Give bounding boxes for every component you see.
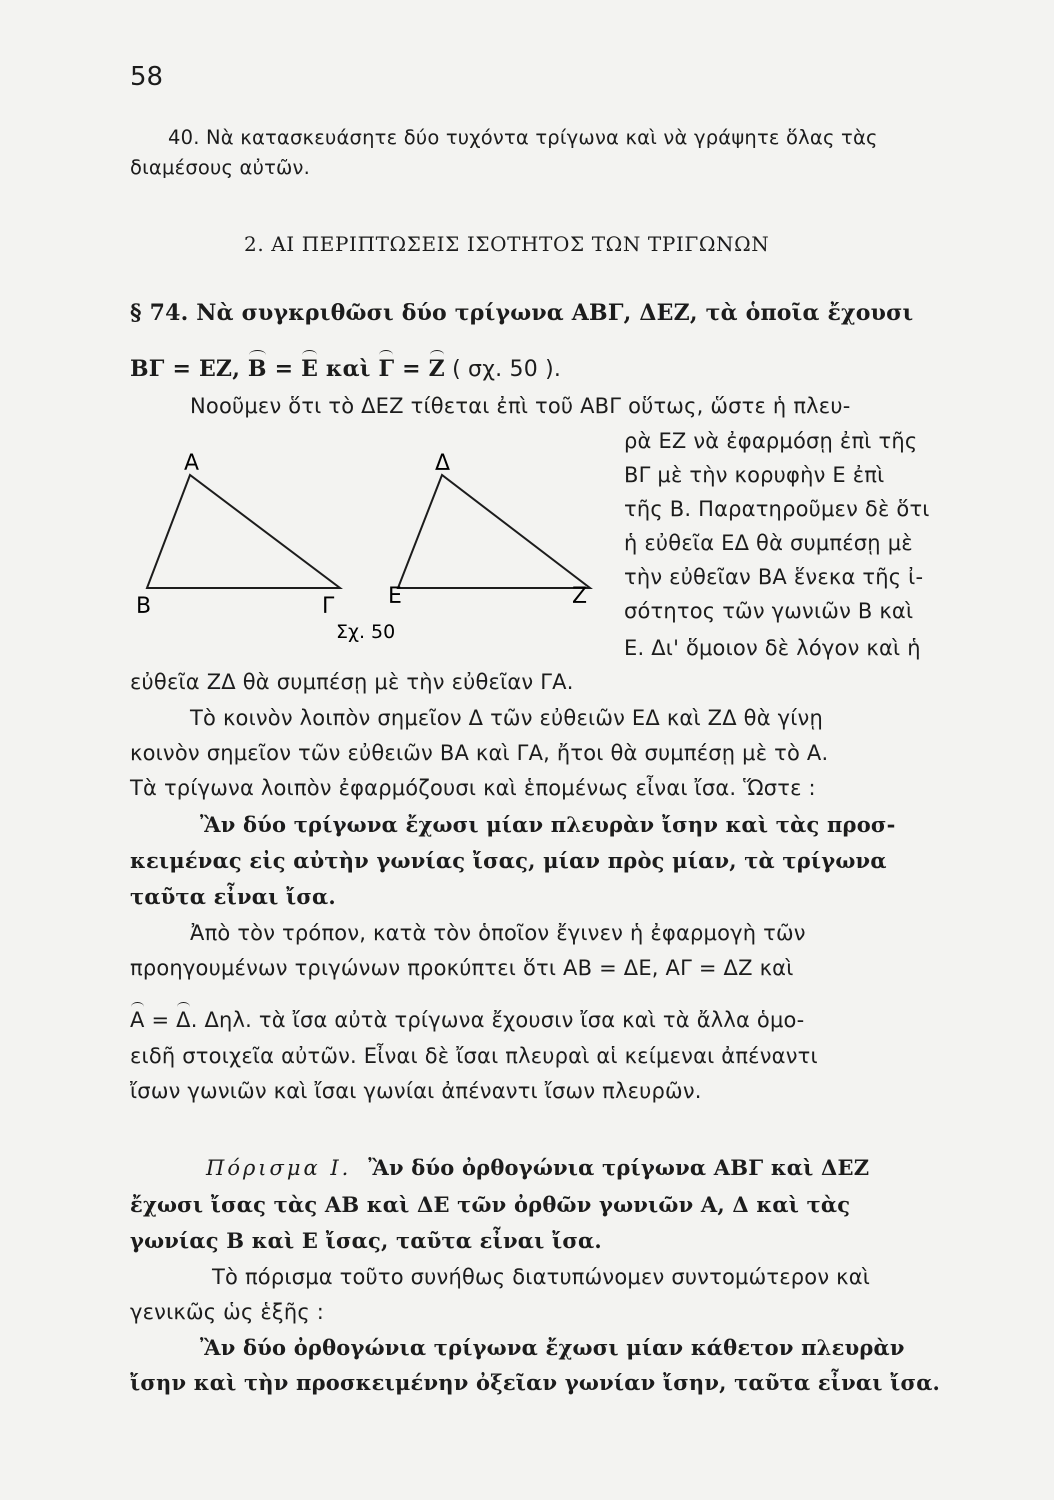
triangle-abg bbox=[147, 475, 340, 588]
angle-g: Γ bbox=[378, 356, 395, 382]
label-e: Ε bbox=[388, 584, 402, 609]
section-heading: 2. ΑΙ ΠΕΡΙΠΤΩΣΕΙΣ ΙΣΟΤΗΤΟΣ ΤΩΝ ΤΡΙΓΩΝΩΝ bbox=[244, 232, 770, 256]
theorem-line-1: § 74. Νὰ συγκριθῶσι δύο τρίγωνα ΑΒΓ, ΔΕΖ, τὰ ὁποῖα ἔχουσι bbox=[130, 300, 914, 326]
proof-line-4: τῆς Β. Παρατηροῦμεν δὲ ὅτι bbox=[624, 497, 930, 521]
figure-caption: Σχ. 50 bbox=[336, 621, 396, 643]
conclusion-line-3: ταῦτα εἶναι ἴσα. bbox=[130, 884, 336, 909]
proof-line-7: σότητος τῶν γωνιῶν Β καὶ bbox=[624, 599, 914, 623]
figure-ref: ( σχ. 50 ). bbox=[444, 357, 562, 382]
porisma-label: Πόρισμα Ι. bbox=[206, 1156, 352, 1180]
figure-50 bbox=[130, 435, 610, 650]
angle-equality-line bbox=[130, 1008, 804, 1032]
proof-line-9: εὐθεῖα ΖΔ θὰ συμπέσῃ μὲ τὴν εὐθεῖαν ΓΑ. bbox=[130, 670, 574, 694]
final-line-2: ἴσην καὶ τὴν προσκειμένην ὀξεῖαν γωνίαν ἴσην, ταῦτα εἶναι ἴσα. bbox=[130, 1370, 941, 1395]
eq-3: = bbox=[144, 1008, 177, 1032]
eq-1: = bbox=[266, 356, 302, 382]
proof-line-8: Ε. Δι' ὅμοιον δὲ λόγον καὶ ἡ bbox=[624, 636, 921, 660]
proof-line-5: ἡ εὐθεῖα ΕΔ θὰ συμπέσῃ μὲ bbox=[624, 531, 913, 555]
after-line-2: προηγουμένων τριγώνων προκύπτει ὅτι ΑΒ = ΔΕ, ΑΓ = ΔΖ καὶ bbox=[130, 956, 794, 980]
page-number: 58 bbox=[130, 62, 164, 92]
conclusion-line-2: κειμένας εἰς αὐτὴν γωνίας ἴσας, μίαν πρὸς μίαν, τὰ τρίγωνα bbox=[130, 848, 887, 873]
after-line-1: Ἀπὸ τὸν τρόπον, κατὰ τὸν ὁποῖον ἔγινεν ἡ ἐφαρμογὴ τῶν bbox=[190, 921, 806, 945]
angle-a: Α bbox=[130, 1008, 145, 1032]
label-a: Α bbox=[184, 451, 200, 476]
angle-z: Ζ bbox=[428, 356, 445, 382]
proof-line-11: κοινὸν σημεῖον τῶν εὐθειῶν ΒΑ καὶ ΓΑ, ἤτοι θὰ συμπέσῃ μὲ τὸ Α. bbox=[130, 741, 829, 765]
porisma-line-1 bbox=[206, 1155, 869, 1180]
angle-b: Β bbox=[247, 356, 267, 382]
cond-bg-ez: ΒΓ = ΕΖ, bbox=[130, 356, 241, 382]
label-g: Γ bbox=[322, 594, 335, 619]
theorem-conditions bbox=[130, 356, 561, 382]
label-d: Δ bbox=[435, 451, 451, 476]
proof-line-2: ρὰ ΕΖ νὰ ἐφαρμόσῃ ἐπὶ τῆς bbox=[624, 429, 918, 453]
proof-line-6: τὴν εὐθεῖαν ΒΑ ἕνεκα τῆς ἰ- bbox=[624, 565, 924, 589]
kai-1: καὶ bbox=[318, 356, 379, 382]
proof-line-12: Τὰ τρίγωνα λοιπὸν ἐφαρμόζουσι καὶ ἑπομένως εἶναι ἴσα. Ὥστε : bbox=[130, 776, 816, 800]
porisma-line-2: ἔχωσι ἴσας τὰς ΑΒ καὶ ΔΕ τῶν ὀρθῶν γωνιῶν Α, Δ καὶ τὰς bbox=[130, 1192, 851, 1217]
final-line-1: Ἂν δύο ὀρθογώνια τρίγωνα ἔχωσι μίαν κάθετον πλευρὰν bbox=[200, 1335, 905, 1360]
angle-e: Ε bbox=[301, 356, 319, 382]
exercise-line-2: διαμέσους αὐτῶν. bbox=[130, 156, 311, 179]
eq-2: = bbox=[394, 356, 429, 382]
triangle-dez bbox=[398, 475, 590, 588]
porisma-text-1: Ἂν δύο ὀρθογώνια τρίγωνα ΑΒΓ καὶ ΔΕΖ bbox=[368, 1155, 870, 1180]
conclusion-line-1: Ἂν δύο τρίγωνα ἔχωσι μίαν πλευρὰν ἴσην καὶ τὰς προσ- bbox=[200, 812, 896, 837]
angle-d: Δ bbox=[176, 1008, 191, 1032]
label-b: Β bbox=[136, 594, 152, 619]
porisma-line-3: γωνίας Β καὶ Ε ἴσας, ταῦτα εἶναι ἴσα. bbox=[130, 1228, 602, 1253]
angle-eq-rest: . Δηλ. τὰ ἴσα αὐτὰ τρίγωνα ἔχουσιν ἴσα καὶ τὰ ἄλλα ὁμο- bbox=[190, 1008, 805, 1032]
proof-line-10: Τὸ κοινὸν λοιπὸν σημεῖον Δ τῶν εὐθειῶν ΕΔ καὶ ΖΔ θὰ γίνῃ bbox=[190, 706, 823, 730]
after-line-3: ειδῆ στοιχεῖα αὐτῶν. Εἶναι δὲ ἴσαι πλευραὶ αἱ κείμεναι ἀπέναντι bbox=[130, 1044, 818, 1068]
exercise-line-1: 40. Νὰ κατασκευάσητε δύο τυχόντα τρίγωνα καὶ νὰ γράψητε ὅλας τὰς bbox=[168, 126, 878, 149]
restate-line-1: Τὸ πόρισμα τοῦτο συνήθως διατυπώνομεν συντομώτερον καὶ bbox=[212, 1265, 871, 1289]
restate-line-2: γενικῶς ὡς ἑξῆς : bbox=[130, 1300, 325, 1324]
after-line-4: ἴσων γωνιῶν καὶ ἴσαι γωνίαι ἀπέναντι ἴσων πλευρῶν. bbox=[130, 1079, 702, 1103]
proof-line-1: Νοοῦμεν ὅτι τὸ ΔΕΖ τίθεται ἐπὶ τοῦ ΑΒΓ οὕτως, ὥστε ἡ πλευ- bbox=[190, 394, 851, 418]
proof-line-3: ΒΓ μὲ τὴν κορυφὴν Ε ἐπὶ bbox=[624, 463, 885, 487]
label-z: Ζ bbox=[572, 584, 588, 609]
